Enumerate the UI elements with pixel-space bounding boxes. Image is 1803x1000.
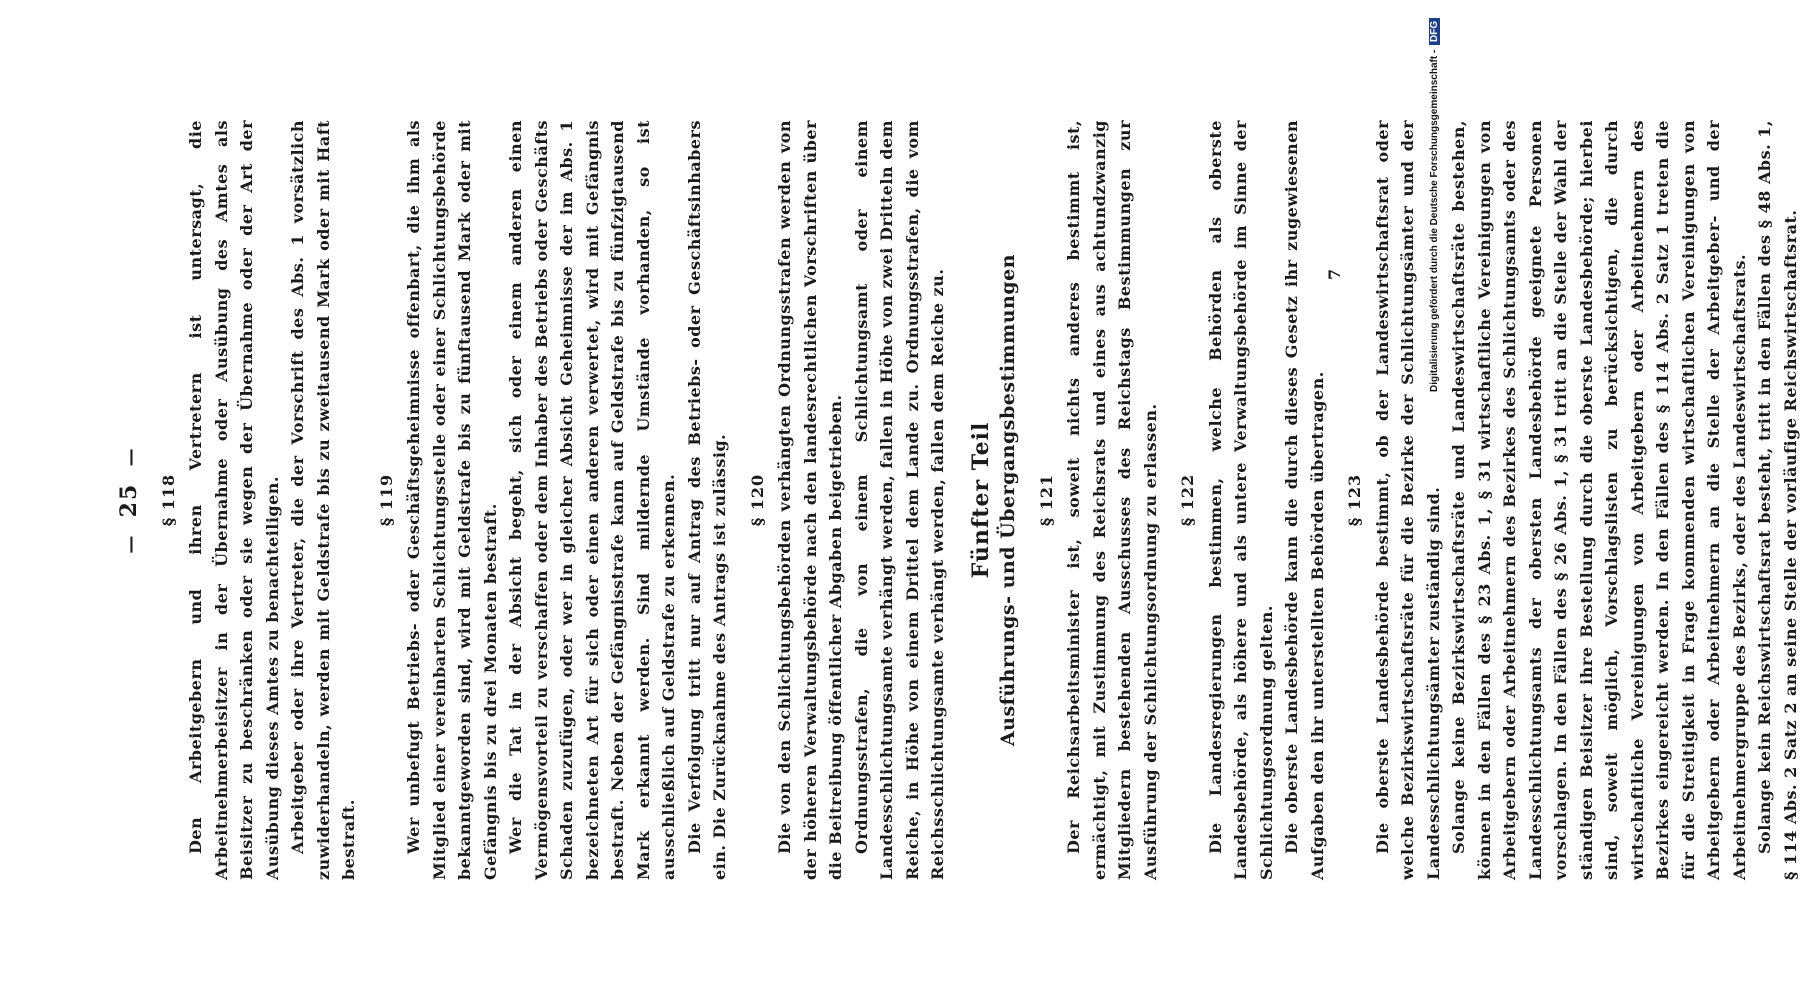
section-118-heading: § 118 bbox=[158, 473, 178, 527]
page-header bbox=[117, 120, 144, 880]
digitization-credit bbox=[1429, 0, 1440, 392]
header-dash-left: — bbox=[120, 533, 141, 554]
part-subtitle: Ausführungs- und Übergangsbestimmungen bbox=[997, 253, 1019, 747]
credit-text: Digitalisierung gefördert durch die Deutsche Forschungsgemeinschaft - bbox=[1429, 49, 1440, 392]
section-121-heading: § 121 bbox=[1036, 473, 1056, 527]
section-119-paragraph-1: Wer unbefugt Betriebs- oder Geschäftsgeheimnisse offenbart, die ihm als Mitglied einer vereinbarten Schlichtungsstelle oder einer Schlichtungsbehörde bekanntgeworden sind, wird mit Geldstrafe bis zu fünftausend Mark oder mit Gefängnis bis zu drei Monaten bestraft. bbox=[404, 120, 500, 880]
section-123-paragraph-3: Solange kein Reichswirtschaftsrat besteht, tritt in den Fällen des § 48 Abs. 1, § 114 Abs. 2 Satz 2 an seine Stelle der vorläufige Reichswirtschaftsrat. bbox=[1755, 120, 1800, 880]
dfg-logo: DFG bbox=[1429, 18, 1440, 45]
section-120-paragraph-1: Die von den Schlichtungsbehörden verhängten Ordnungsstrafen werden von der höheren Verwaltungsbehörde nach den landesrechtlichen Vorschriften über die Beitreibung öffentlicher Abgaben beigetrieben. bbox=[775, 120, 845, 880]
section-119-paragraph-3: Die Verfolgung tritt nur auf Antrag des Betriebs- oder Geschäftsinhabers ein. Die Zurücknahme des Antrags ist zulässig. bbox=[684, 120, 729, 880]
section-120-paragraph-2: Ordnungsstrafen, die von einem Schlichtungsamt oder einem Landesschlichtungsamte verhängt werden, fallen in Höhe von zwei Dritteln dem Reiche, in Höhe von einem Drittel dem Lande zu. Ordnungsstrafen, die vom Reichsschlichtungsamte verhängt werden, fallen dem Reiche zu. bbox=[851, 120, 947, 880]
section-119-paragraph-2: Wer die Tat in der Absicht begeht, sich oder einem anderen einen Vermögensvorteil zu verschaffen oder dem Inhaber des Betriebs oder Geschäfts Schaden zuzufügen, oder wer in gleicher Absicht Geheimnisse der im Abs. 1 bezeichneten Art für sich oder einen anderen verwertet, wird mit Gefängnis bestraft. Neben der Gefängnisstrafe kann auf Geldstrafe bis zu fünfzigtausend Mark erkannt werden. Sind mildernde Umstände vorhanden, so ist ausschließlich auf Geldstrafe zu erkennen. bbox=[506, 120, 678, 880]
section-122-paragraph-2: Die oberste Landesbehörde kann die durch dieses Gesetz ihr zugewiesenen Aufgaben den ihr unterstellten Behörden übertragen. bbox=[1282, 120, 1327, 880]
signature-mark: 7 bbox=[1325, 268, 1344, 280]
part-title: Fünfter Teil bbox=[967, 421, 994, 579]
section-120-heading: § 120 bbox=[747, 473, 767, 527]
header-dash-right: — bbox=[120, 446, 141, 467]
page-number: 25 bbox=[116, 482, 142, 518]
section-118-paragraph-1: Den Arbeitgebern und ihren Vertretern ist untersagt, die Arbeitnehmerbeisitzer in der Übernahme oder Ausübung des Amtes als Beisitzer zu beschränken oder sie wegen der Übernahme oder der Art der Ausübung dieses Amtes zu benachteiligen. bbox=[186, 120, 282, 880]
section-119-heading: § 119 bbox=[376, 473, 396, 527]
section-122-paragraph-1: Die Landesregierungen bestimmen, welche Behörden als oberste Landesbehörde, als höhere und als untere Verwaltungsbehörde im Sinne der Schlichtungsordnung gelten. bbox=[1205, 120, 1276, 880]
section-123-paragraph-1: Die oberste Landesbehörde bestimmt, ob der Landeswirtschaftsrat oder welche Bezirkswirtschaftsräte für die Bezirke der Schlichtungsämter und der Landesschlichtungsämter zuständig sind. bbox=[1372, 120, 1443, 880]
section-123-paragraph-2: Solange keine Bezirkswirtschaftsräte und Landeswirtschaftsräte bestehen, können in den Fällen des § 23 Abs. 1, § 31 wirtschaftliche Vereinigungen von Arbeitgebern oder Arbeitnehmern des Bezirkes des Schlichtungsamts oder des Landesschlichtungsamts der obersten Landesbehörde geeignete Personen vorschlagen. In den Fällen des § 26 Abs. 1, § 31 tritt an die Stelle der Wahl der ständigen Beisitzer ihre Bestellung durch die oberste Landesbehörde; hierbei sind, soweit möglich, Vorschlagslisten zu berücksichtigen, die durch wirtschaftliche Vereinigungen von Arbeitgebern oder Arbeitnehmern des Bezirkes eingereicht werden. In den Fällen des § 114 Abs. 2 Satz 1 treten die für die Streitigkeit in Frage kommenden wirtschaftlichen Vereinigungen von Arbeitgebern oder Arbeitnehmern an die Stelle der Arbeitgeber- und der Arbeitnehmergruppe des Bezirks, oder des Landeswirtschaftsrats. bbox=[1449, 120, 1749, 880]
section-122-heading: § 122 bbox=[1178, 473, 1197, 527]
section-123-heading: § 123 bbox=[1345, 473, 1364, 527]
section-118-paragraph-2: Arbeitgeber oder ihre Vertreter, die der Vorschrift des Abs. 1 vorsätzlich zuwiderhandeln, werden mit Geldstrafe bis zu zweitausend Mark oder mit Haft bestraft. bbox=[288, 120, 358, 880]
section-121-paragraph-1: Der Reichsarbeitsminister ist, soweit nichts anderes bestimmt ist, ermächtigt, mit Zustimmung des Reichsrats und eines aus achtundzwanzig Mitgliedern bestehenden Ausschusses des Reichstags Bestimmungen zur Ausführung der Schlichtungsordnung zu erlassen. bbox=[1064, 120, 1160, 880]
